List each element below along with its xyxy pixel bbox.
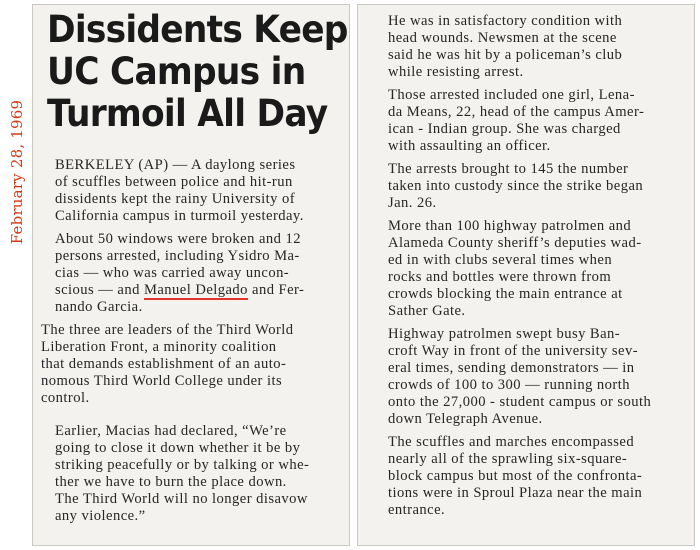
headline-line-2: UC Campus in [47,50,306,93]
paragraph-patrolmen [374,218,684,320]
left-column-body [41,157,339,525]
text-line: BERKELEY (AP) — A daylong series [55,157,296,173]
text-line: with assaulting an officer. [388,138,551,154]
text-line: cias — who was carried away uncon- [55,265,290,281]
text-line: striking peacefully or by talking or whe- [55,457,310,473]
text-line: said he was hit by a policeman’s club [388,47,623,63]
text-line: entrance. [388,502,446,518]
paragraph-arrests [41,231,339,316]
text-line: onto the 27,000 - student campus or south [388,394,652,410]
text-line: down Telegraph Avenue. [388,411,543,427]
text-line: Those arrested included one girl, Lena- [388,87,635,103]
text-line: croft Way in front of the university sev- [388,343,639,359]
text-line: California campus in turmoil yesterday. [55,208,304,224]
text-line: Alameda County sheriff’s deputies wad- [388,235,642,251]
text-line: He was in satisfactory condition with [388,13,623,29]
text-line: Earlier, Macias had declared, “We’re [55,423,287,439]
text-line: taken into custody since the strike began [388,178,644,194]
paragraph-condition [374,13,684,81]
text-line: The Third World will no longer disavow [55,491,308,507]
text-line: block campus but most of the confronta- [388,468,643,484]
highlighted-name-underline: Manuel Delgado [143,282,248,298]
text-line: rocks and bottles were thrown from [388,269,612,285]
text-line [41,282,339,299]
text-line: Highway patrolmen swept busy Ban- [388,326,621,342]
text-line: crowds of 100 to 300 — running north [388,377,630,393]
text-line: that demands establishment of an auto- [41,356,287,372]
text-fragment: scious — and [55,282,144,298]
paragraph-those-arrested [374,87,684,155]
paragraph-bancroft [374,326,684,428]
date-stamp [4,52,30,292]
text-line: while resisting arrest. [388,64,524,80]
text-line: tions were in Sproul Plaza near the main [388,485,643,501]
text-line: dissidents kept the rainy University of [55,191,296,207]
text-line: nando Garcia. [55,299,143,315]
text-line: The arrests brought to 145 the number [388,161,629,177]
text-line: Sather Gate. [388,303,466,319]
text-line: any violence.” [55,508,146,524]
text-line: nearly all of the sprawling six-square- [388,451,628,467]
headline-line-1: Dissidents Keep [47,8,348,51]
text-line: nomous Third World College under its [41,373,283,389]
text-line: control. [41,390,90,406]
clipping-right-column [357,4,695,546]
text-line: crowds blocking the main entrance at [388,286,623,302]
text-line: Jan. 26. [388,195,437,211]
text-line: persons arrested, including Ysidro Ma- [55,248,300,264]
paragraph-arrest-count [374,161,684,212]
text-line: The three are leaders of the Third World [41,322,294,338]
text-line: da Means, 22, head of the campus Amer- [388,104,645,120]
text-line: going to close it down whether it be by [55,440,301,456]
text-line: About 50 windows were broken and 12 [55,231,301,247]
paragraph-quote [41,423,339,525]
text-line: The scuffles and marches encompassed [388,434,635,450]
paragraph-dateline [41,157,339,225]
text-line: Liberation Front, a minority coalition [41,339,277,355]
text-line: More than 100 highway patrolmen and [388,218,632,234]
headline [47,9,350,135]
text-line: ed in with clubs several times when [388,252,613,268]
text-line: ther we have to burn the place down. [55,474,287,490]
paragraph-scuffles [374,434,684,519]
text-line: of scuffles between police and hit-run [55,174,293,190]
clipping-left-column [32,4,350,546]
right-column-body [374,13,684,519]
text-line: eral times, sending demonstrators — in [388,360,635,376]
text-line: head wounds. Newsmen at the scene [388,30,617,46]
date-stamp-text: February 28, 1969 [8,99,27,245]
text-fragment: and Fer- [247,282,305,298]
text-line: ican - Indian group. She was charged [388,121,621,137]
paragraph-leaders [41,322,339,407]
headline-line-3: Turmoil All Day [47,92,328,135]
